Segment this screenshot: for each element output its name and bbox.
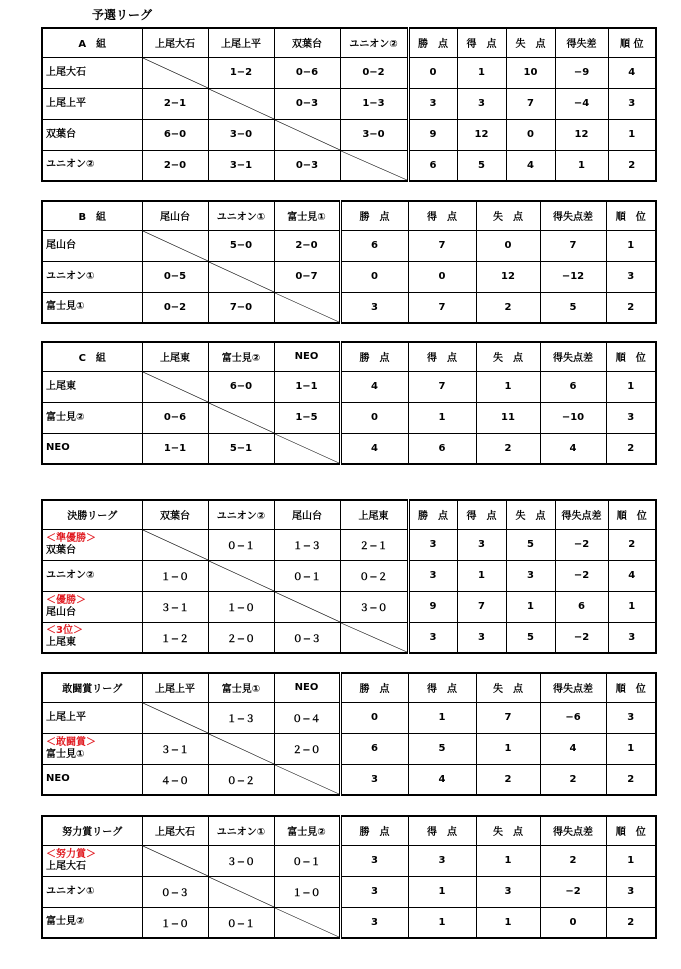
stat-header: 順 位: [608, 28, 656, 57]
opponent-header: 上尾東: [142, 342, 208, 371]
opponent-header: 双葉台: [142, 500, 208, 529]
league-name: A 組: [42, 28, 142, 57]
stat-header: 勝 点: [408, 500, 457, 529]
goals-against-cell: 0: [506, 119, 555, 150]
match-result: １−０: [208, 591, 274, 622]
goals-against-cell: 1: [506, 591, 555, 622]
table-row: [42, 230, 656, 261]
match-result: 0−3: [274, 150, 340, 181]
match-result: １−０: [142, 907, 208, 938]
stat-header: 得失点差: [555, 500, 608, 529]
team-name: [42, 119, 142, 150]
team-name: [42, 261, 142, 292]
team-label: 双葉台: [46, 128, 76, 140]
opponent-header: NEO: [274, 673, 340, 702]
self-match-cell: [142, 845, 208, 876]
match-result: １−３: [274, 529, 340, 560]
stat-header: 勝 点: [340, 201, 408, 230]
team-label: NEO: [46, 773, 70, 785]
league-table: [41, 815, 657, 939]
points-cell: 0: [340, 402, 408, 433]
self-match-cell: [142, 702, 208, 733]
stat-header: 順 位: [606, 201, 656, 230]
stat-header: 失 点: [506, 28, 555, 57]
points-cell: 3: [408, 560, 457, 591]
goal-diff-cell: −2: [555, 529, 608, 560]
league-table: [41, 499, 657, 654]
self-match-cell: [208, 560, 274, 591]
match-result: ３−１: [142, 591, 208, 622]
goal-diff-cell: 1: [555, 150, 608, 181]
rank-cell: 1: [606, 845, 656, 876]
goals-for-cell: 12: [457, 119, 506, 150]
goal-diff-cell: 0: [540, 907, 606, 938]
match-result: ４−０: [142, 764, 208, 795]
stat-header: 失 点: [476, 673, 540, 702]
points-cell: 3: [340, 292, 408, 323]
goals-for-cell: 3: [457, 529, 506, 560]
points-cell: 0: [340, 261, 408, 292]
match-result: ０−２: [208, 764, 274, 795]
table-row: [42, 402, 656, 433]
match-result: １−０: [142, 560, 208, 591]
opponent-header: 富士見②: [208, 342, 274, 371]
self-match-cell: [274, 907, 340, 938]
self-match-cell: [274, 591, 340, 622]
self-match-cell: [208, 261, 274, 292]
goals-for-cell: 7: [408, 371, 476, 402]
goals-for-cell: 6: [408, 433, 476, 464]
stat-header: 失 点: [476, 201, 540, 230]
goals-for-cell: 7: [457, 591, 506, 622]
self-match-cell: [340, 622, 408, 653]
league-name: C 組: [42, 342, 142, 371]
points-cell: 4: [340, 371, 408, 402]
match-result: ０−４: [274, 702, 340, 733]
match-result: 7−0: [208, 292, 274, 323]
match-result: ３−１: [142, 733, 208, 764]
stat-header: 得失点差: [540, 201, 606, 230]
match-result: １−２: [142, 622, 208, 653]
opponent-header: 上尾上平: [208, 28, 274, 57]
goals-for-cell: 3: [457, 622, 506, 653]
stat-header: 得 点: [408, 673, 476, 702]
stat-header: 得失点差: [540, 816, 606, 845]
team-label: ユニオン②: [46, 159, 95, 171]
team-name: [42, 529, 142, 560]
self-match-cell: [274, 764, 340, 795]
rank-cell: 1: [606, 230, 656, 261]
match-result: 2−0: [142, 150, 208, 181]
goals-against-cell: 3: [506, 560, 555, 591]
stat-header: 得 点: [457, 28, 506, 57]
match-result: ２−０: [208, 622, 274, 653]
match-result: 1−1: [142, 433, 208, 464]
points-cell: 3: [408, 622, 457, 653]
match-result: 6−0: [208, 371, 274, 402]
match-result: 6−0: [142, 119, 208, 150]
goals-for-cell: 1: [408, 876, 476, 907]
goals-against-cell: 11: [476, 402, 540, 433]
match-result: 0−3: [274, 88, 340, 119]
opponent-header: 双葉台: [274, 28, 340, 57]
goals-against-cell: 5: [506, 529, 555, 560]
points-cell: 6: [340, 230, 408, 261]
goal-diff-cell: 6: [540, 371, 606, 402]
match-result: ２−１: [340, 529, 408, 560]
opponent-header: 尾山台: [142, 201, 208, 230]
points-cell: 9: [408, 591, 457, 622]
self-match-cell: [142, 230, 208, 261]
rank-cell: 2: [608, 529, 656, 560]
team-name: [42, 733, 142, 764]
points-cell: 3: [408, 88, 457, 119]
match-result: ２−０: [274, 733, 340, 764]
goals-for-cell: 3: [457, 88, 506, 119]
page-title: 予選リーグ: [92, 8, 153, 22]
points-cell: 3: [340, 907, 408, 938]
match-result: 3−1: [208, 150, 274, 181]
award-label: ＜3位＞: [46, 625, 83, 637]
team-name: [42, 371, 142, 402]
opponent-header: 上尾上平: [142, 673, 208, 702]
self-match-cell: [340, 150, 408, 181]
self-match-cell: [208, 733, 274, 764]
table-row: [42, 88, 656, 119]
award-label: ＜努力賞＞: [46, 848, 96, 860]
table-row: [42, 433, 656, 464]
opponent-header: ユニオン②: [208, 500, 274, 529]
goal-diff-cell: 5: [540, 292, 606, 323]
points-cell: 0: [340, 702, 408, 733]
goal-diff-cell: −12: [540, 261, 606, 292]
goals-against-cell: 1: [476, 907, 540, 938]
match-result: 1−1: [274, 371, 340, 402]
rank-cell: 2: [608, 150, 656, 181]
match-result: ０−３: [274, 622, 340, 653]
rank-cell: 3: [606, 876, 656, 907]
goals-against-cell: 10: [506, 57, 555, 88]
goals-against-cell: 2: [476, 764, 540, 795]
team-label: 富士見①: [46, 748, 85, 760]
rank-cell: 4: [608, 560, 656, 591]
goals-against-cell: 2: [476, 433, 540, 464]
match-result: 1−3: [340, 88, 408, 119]
table-row: [42, 702, 656, 733]
table-row: [42, 371, 656, 402]
goals-for-cell: 4: [408, 764, 476, 795]
team-name: [42, 433, 142, 464]
goal-diff-cell: −2: [555, 560, 608, 591]
goals-for-cell: 7: [408, 292, 476, 323]
stat-header: 勝 点: [340, 342, 408, 371]
team-name: [42, 845, 142, 876]
table-row: [42, 560, 656, 591]
team-label: 尾山台: [46, 606, 76, 618]
goals-against-cell: 2: [476, 292, 540, 323]
table-row: [42, 591, 656, 622]
match-result: 0−5: [142, 261, 208, 292]
self-match-cell: [142, 371, 208, 402]
goal-diff-cell: 7: [540, 230, 606, 261]
team-label: ユニオン①: [46, 270, 95, 282]
points-cell: 3: [340, 764, 408, 795]
goals-against-cell: 1: [476, 733, 540, 764]
points-cell: 3: [408, 529, 457, 560]
goal-diff-cell: 4: [540, 433, 606, 464]
match-result: 2−1: [142, 88, 208, 119]
opponent-header: 尾山台: [274, 500, 340, 529]
rank-cell: 1: [606, 733, 656, 764]
goals-for-cell: 1: [457, 57, 506, 88]
team-label: ユニオン①: [46, 885, 95, 897]
goals-for-cell: 0: [408, 261, 476, 292]
rank-cell: 3: [606, 402, 656, 433]
rank-cell: 1: [606, 371, 656, 402]
table-row: [42, 876, 656, 907]
table-row: [42, 845, 656, 876]
self-match-cell: [208, 402, 274, 433]
league-table: [41, 200, 657, 324]
team-name: [42, 150, 142, 181]
team-label: 富士見①: [46, 301, 85, 313]
team-label: 上尾大石: [46, 66, 86, 78]
rank-cell: 3: [606, 702, 656, 733]
points-cell: 9: [408, 119, 457, 150]
team-label: 尾山台: [46, 239, 76, 251]
self-match-cell: [208, 876, 274, 907]
match-result: ０−１: [274, 845, 340, 876]
match-result: ０−１: [274, 560, 340, 591]
match-result: 3−0: [208, 119, 274, 150]
match-result: １−３: [208, 702, 274, 733]
award-label: ＜準優勝＞: [46, 532, 96, 544]
stat-header: 失 点: [476, 342, 540, 371]
goals-for-cell: 1: [408, 702, 476, 733]
rank-cell: 4: [608, 57, 656, 88]
goal-diff-cell: −10: [540, 402, 606, 433]
rank-cell: 2: [606, 433, 656, 464]
opponent-header: 富士見①: [274, 201, 340, 230]
points-cell: 0: [408, 57, 457, 88]
goal-diff-cell: −2: [555, 622, 608, 653]
league-table: [41, 341, 657, 465]
self-match-cell: [208, 88, 274, 119]
match-result: ３−０: [340, 591, 408, 622]
table-row: [42, 119, 656, 150]
table-row: [42, 261, 656, 292]
goal-diff-cell: −9: [555, 57, 608, 88]
goals-against-cell: 3: [476, 876, 540, 907]
match-result: 0−2: [142, 292, 208, 323]
goals-against-cell: 5: [506, 622, 555, 653]
self-match-cell: [274, 292, 340, 323]
match-result: 3−0: [340, 119, 408, 150]
table-row: [42, 622, 656, 653]
goals-against-cell: 1: [476, 845, 540, 876]
goal-diff-cell: 2: [540, 764, 606, 795]
goal-diff-cell: −6: [540, 702, 606, 733]
match-result: 0−6: [142, 402, 208, 433]
rank-cell: 2: [606, 907, 656, 938]
points-cell: 3: [340, 876, 408, 907]
rank-cell: 3: [606, 261, 656, 292]
team-name: [42, 702, 142, 733]
rank-cell: 1: [608, 591, 656, 622]
goals-against-cell: 0: [476, 230, 540, 261]
goal-diff-cell: 6: [555, 591, 608, 622]
goal-diff-cell: −2: [540, 876, 606, 907]
team-name: [42, 88, 142, 119]
rank-cell: 2: [606, 764, 656, 795]
team-name: [42, 876, 142, 907]
league-name: 努力賞リーグ: [42, 816, 142, 845]
award-label: ＜優勝＞: [46, 594, 86, 606]
match-result: ０−２: [340, 560, 408, 591]
rank-cell: 3: [608, 88, 656, 119]
points-cell: 3: [340, 845, 408, 876]
stat-header: 失 点: [506, 500, 555, 529]
points-cell: 4: [340, 433, 408, 464]
team-name: [42, 292, 142, 323]
team-name: [42, 230, 142, 261]
match-result: ０−１: [208, 907, 274, 938]
stat-header: 勝 点: [340, 673, 408, 702]
self-match-cell: [142, 529, 208, 560]
match-result: 1−5: [274, 402, 340, 433]
stat-header: 得失差: [555, 28, 608, 57]
match-result: 1−2: [208, 57, 274, 88]
self-match-cell: [142, 57, 208, 88]
stat-header: 失 点: [476, 816, 540, 845]
stat-header: 順 位: [606, 673, 656, 702]
opponent-header: ユニオン②: [340, 28, 408, 57]
table-row: [42, 907, 656, 938]
team-name: [42, 622, 142, 653]
team-label: 上尾東: [46, 637, 76, 649]
stat-header: 得 点: [457, 500, 506, 529]
goals-against-cell: 12: [476, 261, 540, 292]
goals-for-cell: 7: [408, 230, 476, 261]
team-label: 富士見②: [46, 411, 85, 423]
match-result: 0−2: [340, 57, 408, 88]
stat-header: 順 位: [606, 816, 656, 845]
goals-for-cell: 1: [457, 560, 506, 591]
team-name: [42, 57, 142, 88]
goals-for-cell: 5: [457, 150, 506, 181]
stat-header: 順 位: [606, 342, 656, 371]
goals-for-cell: 3: [408, 845, 476, 876]
league-name: 敢闘賞リーグ: [42, 673, 142, 702]
goal-diff-cell: 2: [540, 845, 606, 876]
goals-against-cell: 7: [476, 702, 540, 733]
league-table: [41, 27, 657, 182]
self-match-cell: [274, 119, 340, 150]
opponent-header: ユニオン①: [208, 816, 274, 845]
opponent-header: 富士見②: [274, 816, 340, 845]
rank-cell: 3: [608, 622, 656, 653]
stat-header: 得失点差: [540, 673, 606, 702]
team-name: [42, 591, 142, 622]
stat-header: 得 点: [408, 342, 476, 371]
opponent-header: ユニオン①: [208, 201, 274, 230]
match-result: ０−３: [142, 876, 208, 907]
stat-header: 得 点: [408, 201, 476, 230]
team-label: 上尾上平: [46, 711, 86, 723]
goals-for-cell: 1: [408, 907, 476, 938]
goals-against-cell: 4: [506, 150, 555, 181]
opponent-header: 上尾大石: [142, 28, 208, 57]
team-label: 上尾大石: [46, 860, 86, 872]
match-result: 0−6: [274, 57, 340, 88]
self-match-cell: [274, 433, 340, 464]
stat-header: 得失点差: [540, 342, 606, 371]
rank-cell: 2: [606, 292, 656, 323]
match-result: 2−0: [274, 230, 340, 261]
goal-diff-cell: −4: [555, 88, 608, 119]
team-label: 富士見②: [46, 916, 85, 928]
stat-header: 順 位: [608, 500, 656, 529]
match-result: 0−7: [274, 261, 340, 292]
award-label: ＜敢闘賞＞: [46, 736, 96, 748]
match-result: 5−0: [208, 230, 274, 261]
team-label: 上尾上平: [46, 97, 86, 109]
table-row: [42, 764, 656, 795]
match-result: 5−1: [208, 433, 274, 464]
match-result: ０−１: [208, 529, 274, 560]
table-row: [42, 292, 656, 323]
team-name: [42, 560, 142, 591]
points-cell: 6: [408, 150, 457, 181]
opponent-header: NEO: [274, 342, 340, 371]
goals-against-cell: 7: [506, 88, 555, 119]
goal-diff-cell: 12: [555, 119, 608, 150]
stat-header: 得 点: [408, 816, 476, 845]
goals-for-cell: 1: [408, 402, 476, 433]
stat-header: 勝 点: [340, 816, 408, 845]
team-label: ユニオン②: [46, 569, 95, 581]
rank-cell: 1: [608, 119, 656, 150]
team-label: NEO: [46, 442, 70, 454]
team-label: 双葉台: [46, 544, 76, 556]
team-label: 上尾東: [46, 380, 76, 392]
match-result: ３−０: [208, 845, 274, 876]
table-row: [42, 733, 656, 764]
team-name: [42, 764, 142, 795]
team-name: [42, 907, 142, 938]
league-name: B 組: [42, 201, 142, 230]
goals-for-cell: 5: [408, 733, 476, 764]
opponent-header: 上尾大石: [142, 816, 208, 845]
table-row: [42, 57, 656, 88]
stat-header: 勝 点: [408, 28, 457, 57]
match-result: １−０: [274, 876, 340, 907]
opponent-header: 富士見①: [208, 673, 274, 702]
league-table: [41, 672, 657, 796]
goal-diff-cell: 4: [540, 733, 606, 764]
table-row: [42, 529, 656, 560]
points-cell: 6: [340, 733, 408, 764]
team-name: [42, 402, 142, 433]
goals-against-cell: 1: [476, 371, 540, 402]
league-name: 決勝リーグ: [42, 500, 142, 529]
table-row: [42, 150, 656, 181]
opponent-header: 上尾東: [340, 500, 408, 529]
